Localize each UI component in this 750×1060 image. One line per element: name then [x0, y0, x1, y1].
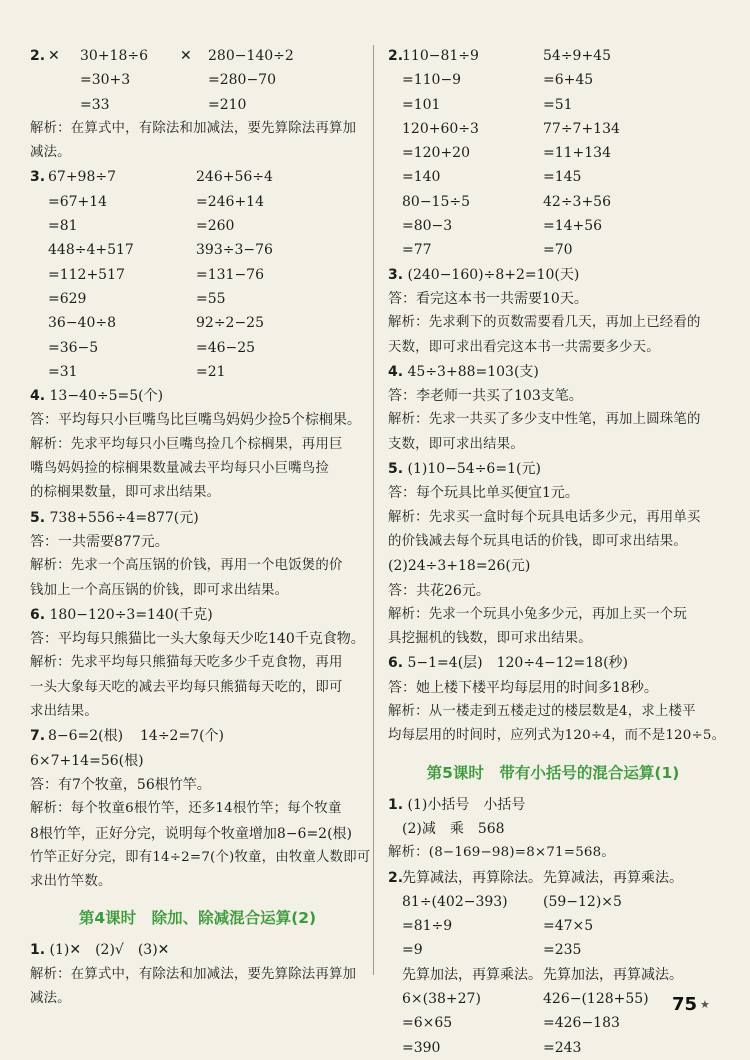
- calc-right: =131−76: [196, 266, 264, 283]
- calc-left: 80−15÷5: [402, 193, 470, 210]
- calc-left: =110−9: [402, 72, 462, 89]
- text-line: 答：有7个牧童，56根竹竿。: [30, 776, 211, 793]
- q6-number: 6.: [30, 606, 46, 623]
- r-q3-lines: [388, 287, 718, 360]
- text-line: 解析：先求一个玩具小兔多少元，再加上买一个玩: [388, 606, 687, 622]
- calc-row: [30, 311, 365, 335]
- q2-step: =33: [80, 96, 110, 113]
- calc-row: [388, 987, 718, 1011]
- text-line: 解析：从一楼走到五楼走过的楼层数是4，求上楼平: [388, 704, 696, 720]
- calc-row: [388, 141, 718, 165]
- s1-number: 1.: [30, 942, 46, 959]
- calc-row: [388, 68, 718, 92]
- r-q3-number: 3.: [388, 266, 404, 283]
- text-line: 6×7+14=56(根): [30, 752, 144, 769]
- calc-right: =6+45: [543, 72, 594, 89]
- section-title-lesson-4: 第4课时 除加、除减混合运算(2): [78, 909, 317, 928]
- calc-right: 77÷7+134: [543, 120, 620, 137]
- calc-right: =426−183: [543, 1015, 620, 1032]
- calc-right: (59−12)×5: [543, 893, 622, 910]
- text-line: 一头大象每天吃的减去平均每只熊猫每天吃的，即可: [30, 679, 343, 695]
- calc-row: [30, 165, 365, 189]
- r-q3-line: [388, 263, 718, 287]
- calc-left: =81: [48, 218, 78, 235]
- question-number: 3.: [30, 169, 46, 186]
- calc-left: =80−3: [402, 218, 453, 235]
- calc-left: 6×(38+27): [402, 990, 481, 1007]
- q2-expr-1: 30+18÷6: [80, 48, 148, 64]
- calc-left: =629: [48, 290, 87, 307]
- s1-note: 解析：在算式中，有除法和加减法，要先算除法再算加: [30, 966, 357, 982]
- calc-row: [388, 238, 718, 262]
- text-line: 解析：每个牧童6根竹竿，还多14根竹竿；每个牧童: [30, 801, 342, 817]
- calc-row: [30, 360, 365, 384]
- text-line: 8根竹竿，正好分完，说明每个牧童增加8−6=2(根): [30, 825, 353, 842]
- star-icon: ★: [700, 998, 710, 1011]
- calc-left: =31: [48, 363, 78, 380]
- calc-left: 120+60÷3: [402, 120, 479, 137]
- q4-lines: [30, 408, 365, 505]
- calc-right: =235: [543, 942, 582, 959]
- calc-row: [388, 117, 718, 141]
- calc-row: [30, 263, 365, 287]
- text-line: 钱加上一个高压锅的价钱，即可求出结果。: [30, 582, 289, 598]
- calc-right: 92÷2−25: [196, 315, 264, 332]
- calc-left: 67+98÷7: [48, 169, 116, 186]
- r-s2-number: 2.: [388, 869, 404, 886]
- calc-left: =140: [402, 169, 441, 186]
- q2-step: =30+3: [80, 72, 131, 89]
- text-line: 解析：先求买一盒时每个玩具电话多少元，再用单买: [388, 509, 701, 525]
- r-q5-expr: (1)10−54÷6=1(元): [407, 461, 541, 478]
- r-s1-number: 1.: [388, 796, 404, 813]
- q5-number: 5.: [30, 509, 46, 526]
- text-line: (2)24÷3+18=26(元): [388, 558, 531, 575]
- calc-row: [30, 336, 365, 360]
- calc-left: =9: [402, 942, 423, 959]
- calc-right: =51: [543, 96, 573, 113]
- calc-left: 448÷4+517: [48, 242, 134, 259]
- r-q6-number: 6.: [388, 655, 404, 672]
- calc-right: =21: [196, 363, 226, 380]
- text-line: 解析：先求平均每只小巨嘴鸟捡几个棕榈果，再用巨: [30, 436, 343, 452]
- text-line: 解析：先求剩下的页数需要看几天，再加上已经看的: [388, 315, 701, 331]
- right-column: [388, 44, 726, 1060]
- q5-line: [30, 506, 365, 530]
- q6-lines: [30, 627, 365, 724]
- calc-right: =243: [543, 1039, 582, 1056]
- calc-right: 54÷9+45: [543, 48, 611, 64]
- calc-right: =70: [543, 242, 573, 259]
- r-s1-l3: 解析：(8−169−98)=8×71=568。: [388, 845, 615, 861]
- column-divider: [373, 45, 374, 975]
- text-line: 答：每个玩具比单买便宜1元。: [388, 485, 579, 502]
- calc-left: =81÷9: [402, 918, 453, 935]
- text-line: 的棕榈果数量，即可求出结果。: [30, 485, 221, 501]
- calc-right: =14+56: [543, 218, 603, 235]
- r-q5-number: 5.: [388, 461, 404, 478]
- calc-left: =390: [402, 1039, 441, 1056]
- q2-note: 减法。: [30, 145, 71, 161]
- r-q3-expr: (240−160)÷8+2=10(天): [407, 266, 580, 283]
- calc-left: 110−81÷9: [402, 48, 479, 64]
- text-line: 嘴鸟妈妈捡的棕榈果数量减去平均每只小巨嘴鸟捡: [30, 461, 329, 477]
- calc-right: 42÷3+56: [543, 193, 611, 210]
- r-s2-rows: [388, 890, 718, 963]
- calc-left: 81÷(402−393): [402, 893, 508, 910]
- q7-lines: [30, 749, 371, 895]
- text-line: 竹竿正好分完，即有14÷2=7(个)牧童，由牧童人数即可: [30, 849, 371, 865]
- calc-right: 246+56÷4: [196, 169, 273, 186]
- r-q4-lines: [388, 384, 718, 457]
- q6-line: [30, 603, 365, 627]
- calc-left: =67+14: [48, 193, 108, 210]
- r-s2-h1: 先算减法，再算除法。: [402, 869, 542, 886]
- calc-row: [388, 214, 718, 238]
- q2-step-line: [30, 68, 365, 92]
- calc-right: 393÷3−76: [196, 242, 273, 259]
- q4-line: [30, 384, 365, 408]
- text-line: 答：看完这本书一共需要10天。: [388, 290, 588, 307]
- r-q6-lines: [388, 676, 726, 749]
- r-q4-number: 4.: [388, 363, 404, 380]
- r-q4-line: [388, 360, 718, 384]
- text-line: 答：平均每只小巨嘴鸟比巨嘴鸟妈妈少捡5个棕榈果。: [30, 412, 361, 429]
- calc-row: [388, 890, 718, 914]
- r-s2-head: [388, 866, 718, 890]
- calc-row: [30, 190, 365, 214]
- q5-expr: 738+556÷4=877(元): [49, 509, 199, 526]
- q5-lines: [30, 530, 365, 603]
- q2-expr-2: 280−140÷2: [208, 48, 294, 64]
- r-s1-l1: (1)小括号 小括号: [407, 796, 526, 813]
- text-line: 答：李老师一共买了103支笔。: [388, 388, 583, 405]
- calc-row: [30, 214, 365, 238]
- text-line: 均每层用的时间时，应列式为120÷4，而不是120÷5。: [388, 728, 726, 744]
- calc-row: [388, 44, 718, 68]
- q2-line: [30, 44, 365, 68]
- text-line: 答：她上楼下楼平均每层用的时间多18秒。: [388, 679, 658, 696]
- q2-mark-2: ✕: [180, 48, 192, 64]
- q2-mark-1: ✕: [48, 48, 60, 64]
- q2-step: =280−70: [208, 72, 276, 89]
- q3-block: [30, 165, 365, 384]
- text-line: 具挖掘机的钱数，即可求出结果。: [388, 631, 592, 647]
- r-q6-line: [388, 651, 718, 675]
- r-q5-lines: [388, 481, 718, 651]
- calc-right: =55: [196, 290, 226, 307]
- q4-number: 4.: [30, 388, 46, 405]
- r-q2-block: [388, 44, 718, 263]
- r-s2-h4: 先算加法，再算减法。: [543, 966, 683, 983]
- r-s2-h2: 先算减法，再算乘法。: [543, 869, 683, 886]
- q2-step-line: [30, 93, 365, 117]
- q4-expr: 13−40÷5=5(个): [49, 388, 164, 405]
- r-s1-l2: (2)减 乘 568: [402, 820, 505, 837]
- r-q5-line: [388, 457, 718, 481]
- calc-right: =145: [543, 169, 582, 186]
- calc-left: =101: [402, 96, 441, 113]
- text-line: 解析：先求一个高压锅的价钱，再用一个电饭煲的价: [30, 558, 343, 574]
- text-line: 解析：先求平均每只熊猫每天吃多少千克食物，再用: [30, 655, 343, 671]
- q2-step: =210: [208, 96, 247, 113]
- q7-expr-1: 8−6=2(根): [48, 728, 124, 745]
- q7-line: [30, 724, 365, 748]
- calc-right: =47×5: [543, 918, 594, 935]
- text-line: 的价钱减去每个玩具电话的价钱，即可求出结果。: [388, 533, 687, 549]
- q6-expr: 180−120÷3=140(千克): [49, 606, 213, 623]
- calc-left: =36−5: [48, 339, 99, 356]
- calc-right: =260: [196, 218, 235, 235]
- calc-left: =77: [402, 242, 432, 259]
- question-number: 2.: [388, 48, 404, 64]
- calc-right: =246+14: [196, 193, 264, 210]
- calc-row: [388, 914, 718, 938]
- r-s2-head-2: [388, 963, 718, 987]
- calc-right: 426−(128+55): [543, 990, 649, 1007]
- s1-answers: (1)✕ (2)√ (3)✕: [49, 942, 170, 959]
- text-line: 求出竹竿数。: [30, 874, 112, 890]
- s1-note: 减法。: [30, 990, 71, 1006]
- section-title-lesson-5: 第5课时 带有小括号的混合运算(1): [426, 763, 680, 782]
- q7-number: 7.: [30, 728, 46, 745]
- calc-left: =6×65: [402, 1015, 453, 1032]
- calc-right: =11+134: [543, 145, 611, 162]
- r-s2-h3: 先算加法，再算乘法。: [402, 966, 542, 983]
- text-line: 解析：先求一共买了多少支中性笔，再加上圆珠笔的: [388, 412, 701, 428]
- text-line: 答：共花26元。: [388, 582, 490, 599]
- calc-left: =112+517: [48, 266, 125, 283]
- calc-right: =46−25: [196, 339, 256, 356]
- calc-left: 36−40÷8: [48, 315, 116, 332]
- calc-row: [30, 238, 365, 262]
- calc-left: =120+20: [402, 145, 470, 162]
- calc-row: [388, 190, 718, 214]
- r-q4-expr: 45÷3+88=103(支): [407, 363, 539, 380]
- text-line: 求出结果。: [30, 704, 98, 720]
- text-line: 答：一共需要877元。: [30, 533, 169, 550]
- r-s1-line: [388, 793, 718, 817]
- calc-row: [388, 938, 718, 962]
- calc-row: [30, 287, 365, 311]
- q2-number: 2.: [30, 48, 46, 64]
- r-q6-expr: 5−1=4(层) 120÷4−12=18(秒): [407, 655, 628, 672]
- q2-note: 解析：在算式中，有除法和加减法，要先算除法再算加: [30, 120, 357, 136]
- calc-row: [388, 93, 718, 117]
- q7-expr-2: 14÷2=7(个): [140, 728, 225, 745]
- r-s2-rows-2: [388, 987, 718, 1060]
- left-column: [30, 44, 371, 1011]
- text-line: 天数，即可求出看完这本书一共需要多少天。: [388, 339, 660, 355]
- calc-row: [388, 1036, 718, 1060]
- calc-row: [388, 165, 718, 189]
- s1-line: [30, 938, 365, 962]
- text-line: 答：平均每只熊猫比一头大象每天少吃140千克食物。: [30, 631, 365, 648]
- text-line: 支数，即可求出结果。: [388, 436, 524, 452]
- page-number: 75: [672, 994, 698, 1015]
